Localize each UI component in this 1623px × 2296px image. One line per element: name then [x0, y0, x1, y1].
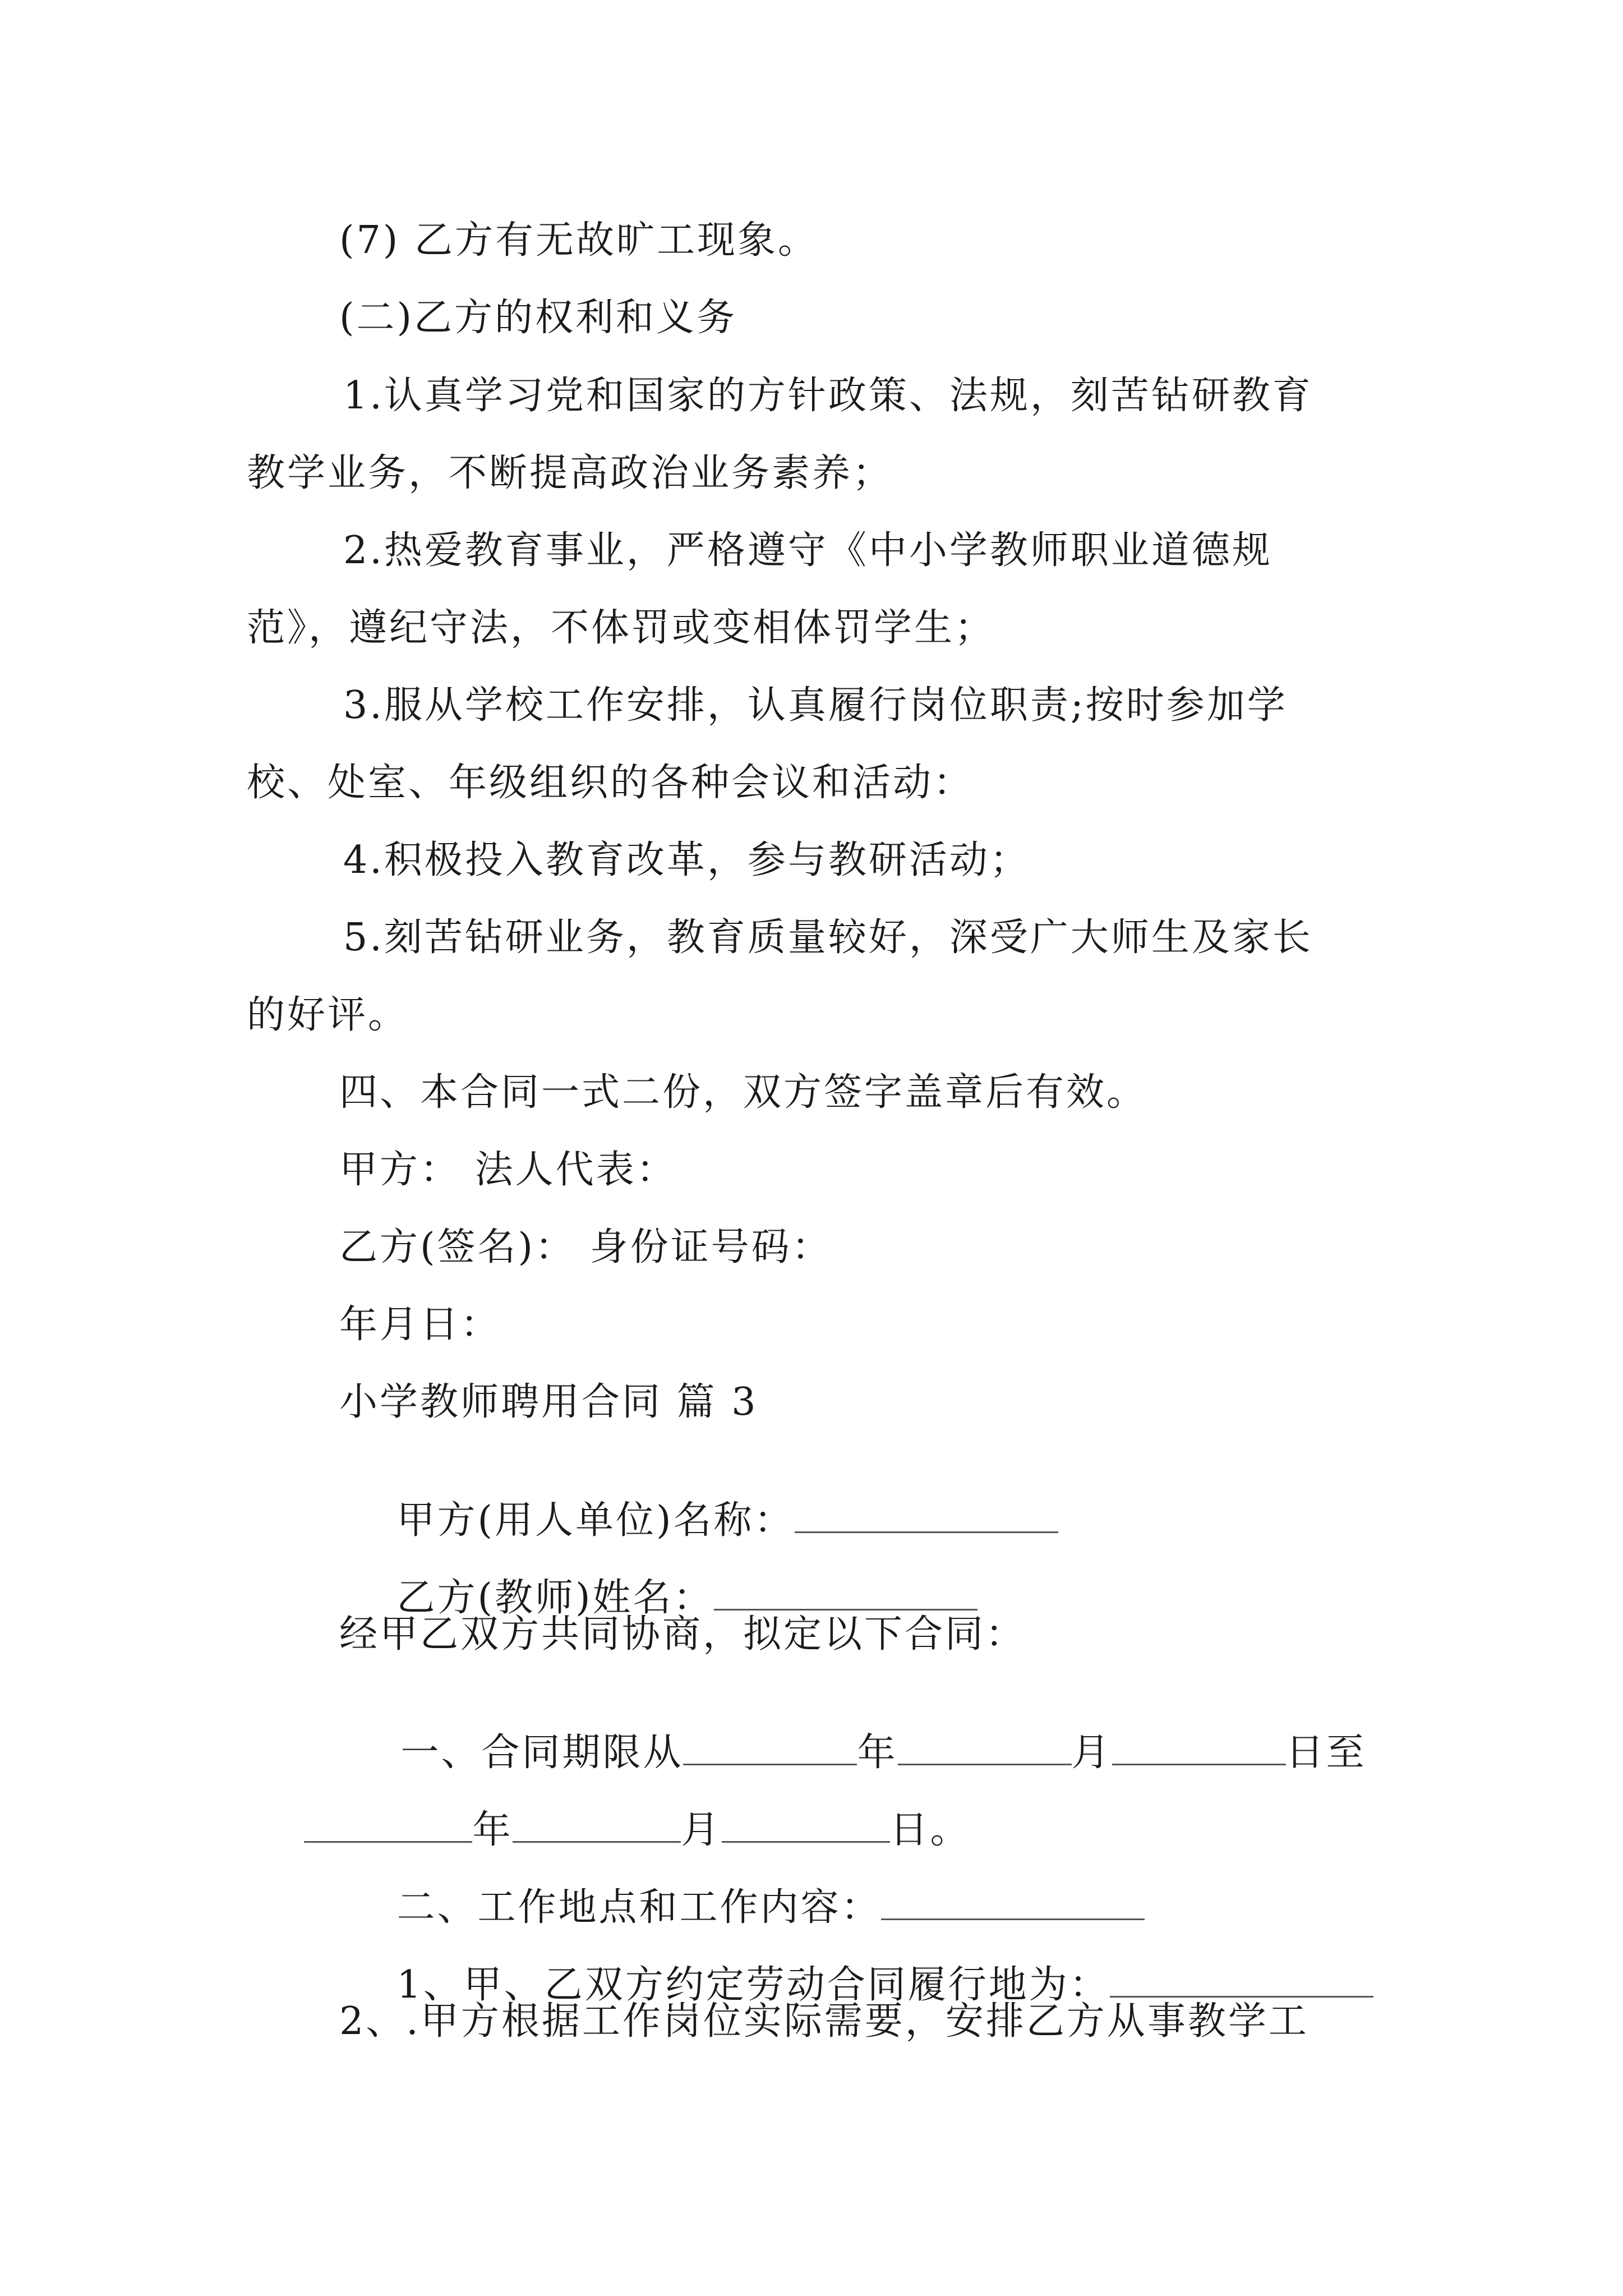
end-year-blank — [304, 1809, 472, 1843]
item-3-line-2: 校、处室、年级组织的各种会议和活动： — [247, 761, 974, 805]
end-day-suffix: 日。 — [889, 1808, 971, 1852]
item-5-line-1: 5.刻苦钻研业务，教育质量较好，深受广大师生及家长 — [343, 915, 1313, 960]
end-month-suffix: 月 — [681, 1808, 722, 1852]
end-year-suffix: 年 — [472, 1808, 513, 1852]
work-location-blank — [881, 1886, 1145, 1920]
item-2-line-1: 2.热爱教育事业，严格遵守《中小学教师职业道德规 — [343, 528, 1272, 573]
start-month-suffix: 月 — [1071, 1731, 1112, 1775]
start-day-blank — [1112, 1731, 1286, 1765]
item-2-line-2: 范》，遵纪守法，不体罚或变相体罚学生； — [247, 606, 995, 650]
contract-term-label: 一、合同期限从 — [400, 1731, 684, 1775]
end-day-blank — [722, 1809, 890, 1843]
party-a-signature-line: 甲方： 法人代表： — [339, 1148, 677, 1192]
start-year-suffix: 年 — [857, 1731, 898, 1775]
start-month-blank — [898, 1731, 1072, 1765]
date-line: 年月日： — [339, 1303, 501, 1347]
agreement-intro-line: 经甲乙双方共同协商，拟定以下合同： — [339, 1612, 1026, 1657]
item-4-line: 4.积极投入教育改革，参与教研活动； — [343, 838, 1030, 882]
party-a-name-label: 甲方(用人单位)名称： — [396, 1498, 795, 1543]
clause-7-line: (7) 乙方有无故旷工现象。 — [339, 218, 818, 263]
party-b-name-blank — [714, 1576, 978, 1611]
item-1-line-2: 教学业务，不断提高政治业务素养； — [247, 451, 893, 495]
party-b-name-label: 乙方(教师)姓名： — [396, 1576, 714, 1620]
item-1-line-1: 1.认真学习党和国家的方针政策、法规，刻苦钻研教育 — [343, 374, 1313, 418]
start-day-suffix: 日至 — [1285, 1731, 1367, 1775]
job-assignment-line: 2、.甲方根据工作岗位实际需要，安排乙方从事教学工 — [339, 1999, 1309, 2044]
party-b-signature-line: 乙方(签名)： 身份证号码： — [339, 1225, 832, 1269]
contract-3-title: 小学教师聘用合同 篇 3 — [339, 1380, 758, 1424]
section-heading-rights: (二)乙方的权利和义务 — [339, 296, 737, 340]
end-month-blank — [513, 1809, 681, 1843]
place-of-performance-label: 1、甲、乙双方约定劳动合同履行地为： — [396, 1963, 1110, 2007]
party-a-name-blank — [795, 1499, 1058, 1533]
place-of-performance-blank — [1110, 1963, 1373, 1998]
work-location-label: 二、工作地点和工作内容： — [396, 1885, 882, 1930]
start-year-blank — [683, 1731, 857, 1765]
item-5-line-2: 的好评。 — [247, 993, 409, 1037]
item-3-line-1: 3.服从学校工作安排，认真履行岗位职责;按时参加学 — [343, 683, 1288, 728]
clause-4-line: 四、本合同一式二份，双方签字盖章后有效。 — [339, 1070, 1147, 1115]
